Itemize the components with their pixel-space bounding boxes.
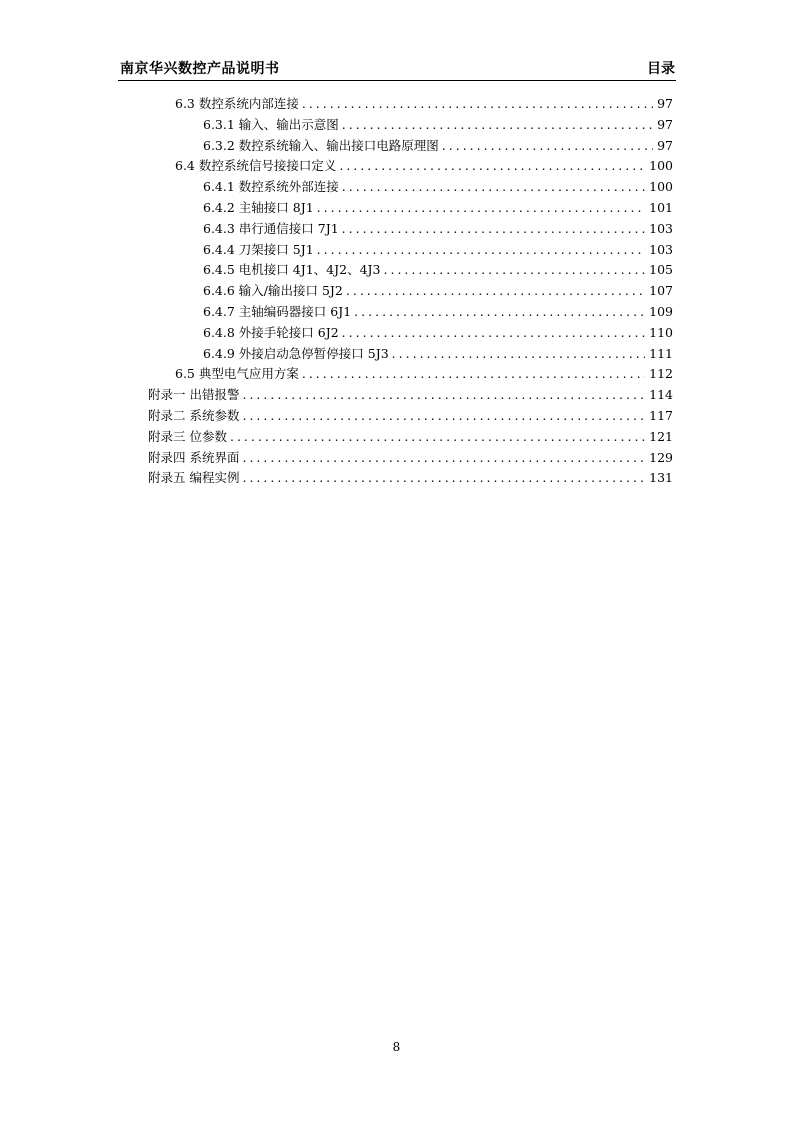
toc-entry-title: 附录一 出错报警 [148,387,240,403]
toc-dot-leader [392,344,645,364]
toc-dot-leader [342,219,645,239]
toc-entry-page: 97 [657,137,673,153]
toc-entry-title: 6.4.7 主轴编码器接口 6J1 [203,304,352,319]
toc-entry-page: 131 [649,470,673,486]
toc-entry[interactable] [203,219,673,239]
toc-entry-title: 6.3.2 数控系统输入、输出接口电路原理图 [203,137,439,153]
toc-dot-leader [317,240,645,260]
toc-entry-title: 6.4.8 外接手轮接口 6J2 [203,324,339,340]
toc-entry-title: 附录三 位参数 [148,428,227,444]
toc-dot-leader [242,385,645,405]
toc-entry-page: 117 [649,408,673,423]
toc-entry-page: 111 [649,345,673,361]
toc-entry-page: 105 [649,262,673,278]
toc-entry-page: 103 [649,220,673,236]
toc-entry-title: 6.4 数控系统信号接接口定义 [175,158,337,174]
toc-entry[interactable] [203,177,673,197]
toc-dot-leader [317,198,645,218]
toc-entry[interactable] [175,156,673,176]
toc-entry-title: 6.3.1 输入、输出示意图 [203,116,339,132]
toc-entry-title: 附录二 系统参数 [148,408,240,423]
page-number: 8 [392,1040,401,1054]
toc-entry[interactable] [148,406,673,426]
toc-dot-leader [442,136,653,156]
toc-entry-title: 6.4.3 串行通信接口 7J1 [203,220,339,236]
toc-entry[interactable] [203,136,673,156]
toc-entry-title: 6.4.1 数控系统外部连接 [203,179,339,195]
toc-entry[interactable] [203,115,673,135]
toc-entry-page: 121 [649,428,673,444]
toc-entry-page: 100 [649,179,673,195]
toc-entry[interactable] [148,427,673,447]
toc-entry[interactable] [203,323,673,343]
toc-dot-leader [346,281,645,301]
toc-entry[interactable] [203,260,673,280]
header-divider [118,80,676,81]
toc-dot-leader [242,406,645,426]
toc-dot-leader [342,177,645,197]
toc-entry-title: 附录四 系统界面 [148,449,240,465]
toc-dot-leader [342,115,653,135]
toc-entry[interactable] [175,94,673,114]
toc-entry-page: 114 [649,387,673,403]
toc-dot-leader [339,156,645,176]
toc-entry-page: 100 [649,158,673,174]
toc-entry-title: 6.4.2 主轴接口 8J1 [203,200,314,215]
toc-entry-title: 6.5 典型电气应用方案 [175,366,299,382]
toc-entry-title: 6.4.9 外接启动急停暂停接口 5J3 [203,345,389,361]
toc-entry[interactable] [203,344,673,364]
toc-entry[interactable] [148,385,673,405]
toc-entry[interactable] [175,364,673,384]
toc-dot-leader [242,448,645,468]
toc-entry-page: 97 [657,116,673,132]
toc-entry-page: 109 [649,304,673,319]
toc-entry[interactable] [203,302,673,322]
toc-dot-leader [242,468,645,488]
toc-dot-leader [354,302,645,322]
section-title: 目录 [647,61,675,77]
toc-dot-leader [384,260,646,280]
toc-entry[interactable] [148,448,673,468]
toc-entry-title: 附录五 编程实例 [148,470,240,486]
toc-dot-leader [302,364,645,384]
toc-entry-page: 112 [649,366,673,382]
toc-dot-leader [230,427,645,447]
toc-entry-page: 97 [657,96,673,111]
toc-entry-page: 129 [649,449,673,465]
toc-entry[interactable] [203,198,673,218]
toc-entry-title: 6.3 数控系统内部连接 [175,96,299,111]
toc-entry-page: 107 [649,283,673,299]
page-header [120,58,675,80]
toc-entry[interactable] [203,240,673,260]
document-title: 南京华兴数控产品说明书 [120,61,280,77]
toc-entry[interactable] [148,468,673,488]
toc-entry-title: 6.4.5 电机接口 4J1、4J2、4J3 [203,262,381,278]
toc-entry-title: 6.4.6 输入/输出接口 5J2 [203,283,343,299]
toc-dot-leader [302,94,653,114]
toc-entry[interactable] [203,281,673,301]
toc-entry-title: 6.4.4 刀架接口 5J1 [203,241,314,257]
toc-entry-page: 101 [649,200,673,215]
toc-entry-page: 103 [649,241,673,257]
toc-entry-page: 110 [649,324,673,340]
toc-dot-leader [342,323,645,343]
